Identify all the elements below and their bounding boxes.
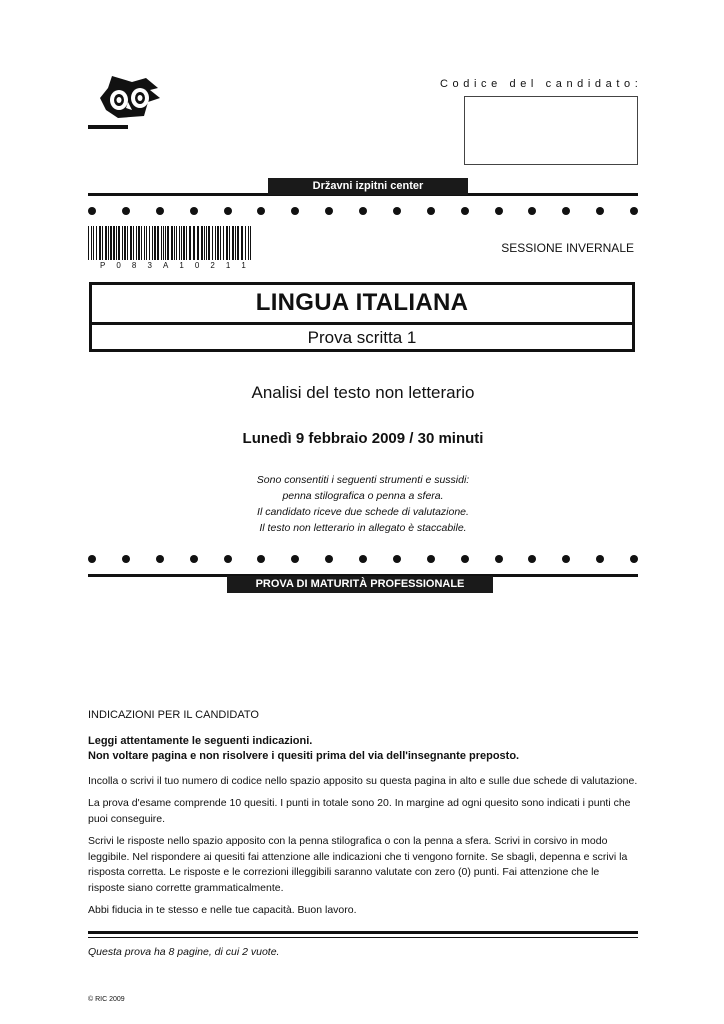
barcode-digit: 1	[241, 261, 246, 270]
decorative-dot	[190, 207, 198, 215]
decorative-dot	[291, 207, 299, 215]
pages-note: Questa prova ha 8 pagine, di cui 2 vuote.	[88, 946, 280, 958]
subject-subtitle: Prova scritta 1	[307, 328, 417, 347]
barcode-icon	[88, 226, 254, 260]
instruction-paragraph: La prova d'esame comprende 10 quesiti. I punti in totale sono 20. In margine ad ogni quesito sono indicati i punti che puoi conseguire.	[88, 797, 631, 825]
aids-line: Sono consentiti i seguenti strumenti e sussidi:	[256, 474, 470, 486]
barcode-digit: 8	[131, 261, 137, 270]
decorative-dot	[122, 555, 130, 563]
instruction-paragraph: Incolla o scrivi il tuo numero di codice nello spazio apposito su questa pagina in alto e sulle due schede di valutazione.	[88, 774, 638, 787]
barcode-digit: A	[162, 261, 169, 270]
decorative-dot	[224, 555, 232, 563]
decorative-dot	[393, 207, 401, 215]
decorative-dot	[461, 555, 469, 563]
instruction-paragraph: Scrivi le risposte nello spazio apposito con la penna stilografica o con la penna a sfera. Scrivi in corsivo in modo leggibile. Nel rispondere ai quesiti fai attenzione alle indicazioni che ti vengono fornite. Se sbagli, depenna e scrivi la risposta corretta. Le risposte e le correzioni illeggibili saranno valutate con zero (0) punti. Fai attenzione che le risposte siano corrette grammaticalmente.	[88, 835, 628, 894]
barcode-digit: 3	[147, 261, 152, 270]
barcode-digit: 1	[225, 261, 231, 270]
ric-owl-logo-icon	[88, 68, 168, 134]
instructions-section	[88, 708, 638, 926]
decorative-dot	[359, 555, 367, 563]
subject-divider	[92, 322, 632, 325]
institution-label: Državni izpitni center	[268, 178, 468, 195]
decorative-dot	[156, 555, 164, 563]
barcode-digit: 0	[116, 261, 121, 270]
decorative-dot	[122, 207, 130, 215]
decorative-dot	[495, 555, 503, 563]
aids-line: Il candidato riceve due schede di valutazione.	[257, 506, 469, 518]
decorative-dot	[562, 207, 570, 215]
decorative-dot	[393, 555, 401, 563]
decorative-dot	[88, 207, 96, 215]
decorative-dot	[461, 207, 469, 215]
exam-type-label: PROVA DI MATURITÀ PROFESSIONALE	[227, 576, 493, 593]
copyright: © RIC 2009	[88, 996, 125, 1003]
dot-row-bottom	[88, 555, 638, 565]
decorative-dot	[88, 555, 96, 563]
decorative-dot	[528, 207, 536, 215]
decorative-dot	[257, 555, 265, 563]
candidate-code-label: Codice del candidato:	[440, 78, 643, 90]
aids-line: penna stilografica o penna a sfera.	[282, 490, 444, 502]
decorative-dot	[495, 207, 503, 215]
decorative-dot	[630, 207, 638, 215]
decorative-dot	[427, 555, 435, 563]
footer-rule	[88, 931, 638, 934]
decorative-dot	[528, 555, 536, 563]
decorative-dot	[596, 207, 604, 215]
exam-date: Lunedì 9 febbraio 2009 / 30 minuti	[242, 430, 484, 447]
barcode-digits	[88, 261, 254, 270]
barcode-digit: P	[100, 261, 106, 270]
decorative-dot	[325, 555, 333, 563]
footer-rule-thin	[88, 937, 638, 938]
decorative-dot	[190, 555, 198, 563]
barcode-digit: 2	[210, 261, 215, 270]
decorative-dot	[291, 555, 299, 563]
exam-analysis-title: Analisi del testo non letterario	[251, 383, 475, 402]
decorative-dot	[630, 555, 638, 563]
instructions-heading: INDICAZIONI PER IL CANDIDATO	[88, 709, 259, 721]
decorative-dot	[359, 207, 367, 215]
dot-row-top	[88, 207, 638, 217]
decorative-dot	[156, 207, 164, 215]
barcode-digit: 0	[194, 261, 200, 270]
decorative-dot	[224, 207, 232, 215]
aids-line: Il testo non letterario in allegato è staccabile.	[259, 522, 467, 534]
instruction-bold-line: Non voltare pagina e non risolvere i quesiti prima del via dell'insegnante preposto.	[88, 750, 520, 762]
allowed-aids	[88, 472, 638, 536]
decorative-dot	[325, 207, 333, 215]
instruction-bold-line: Leggi attentamente le seguenti indicazioni.	[88, 734, 313, 747]
instruction-paragraph: Abbi fiducia in te stesso e nelle tue capacità. Buon lavoro.	[88, 904, 357, 916]
decorative-dot	[596, 555, 604, 563]
barcode-digit: 1	[179, 261, 184, 270]
session-label: SESSIONE INVERNALE	[501, 241, 634, 255]
decorative-dot	[257, 207, 265, 215]
candidate-code-box[interactable]	[464, 96, 638, 165]
decorative-dot	[427, 207, 435, 215]
subject-title: LINGUA ITALIANA	[255, 289, 469, 316]
decorative-dot	[562, 555, 570, 563]
